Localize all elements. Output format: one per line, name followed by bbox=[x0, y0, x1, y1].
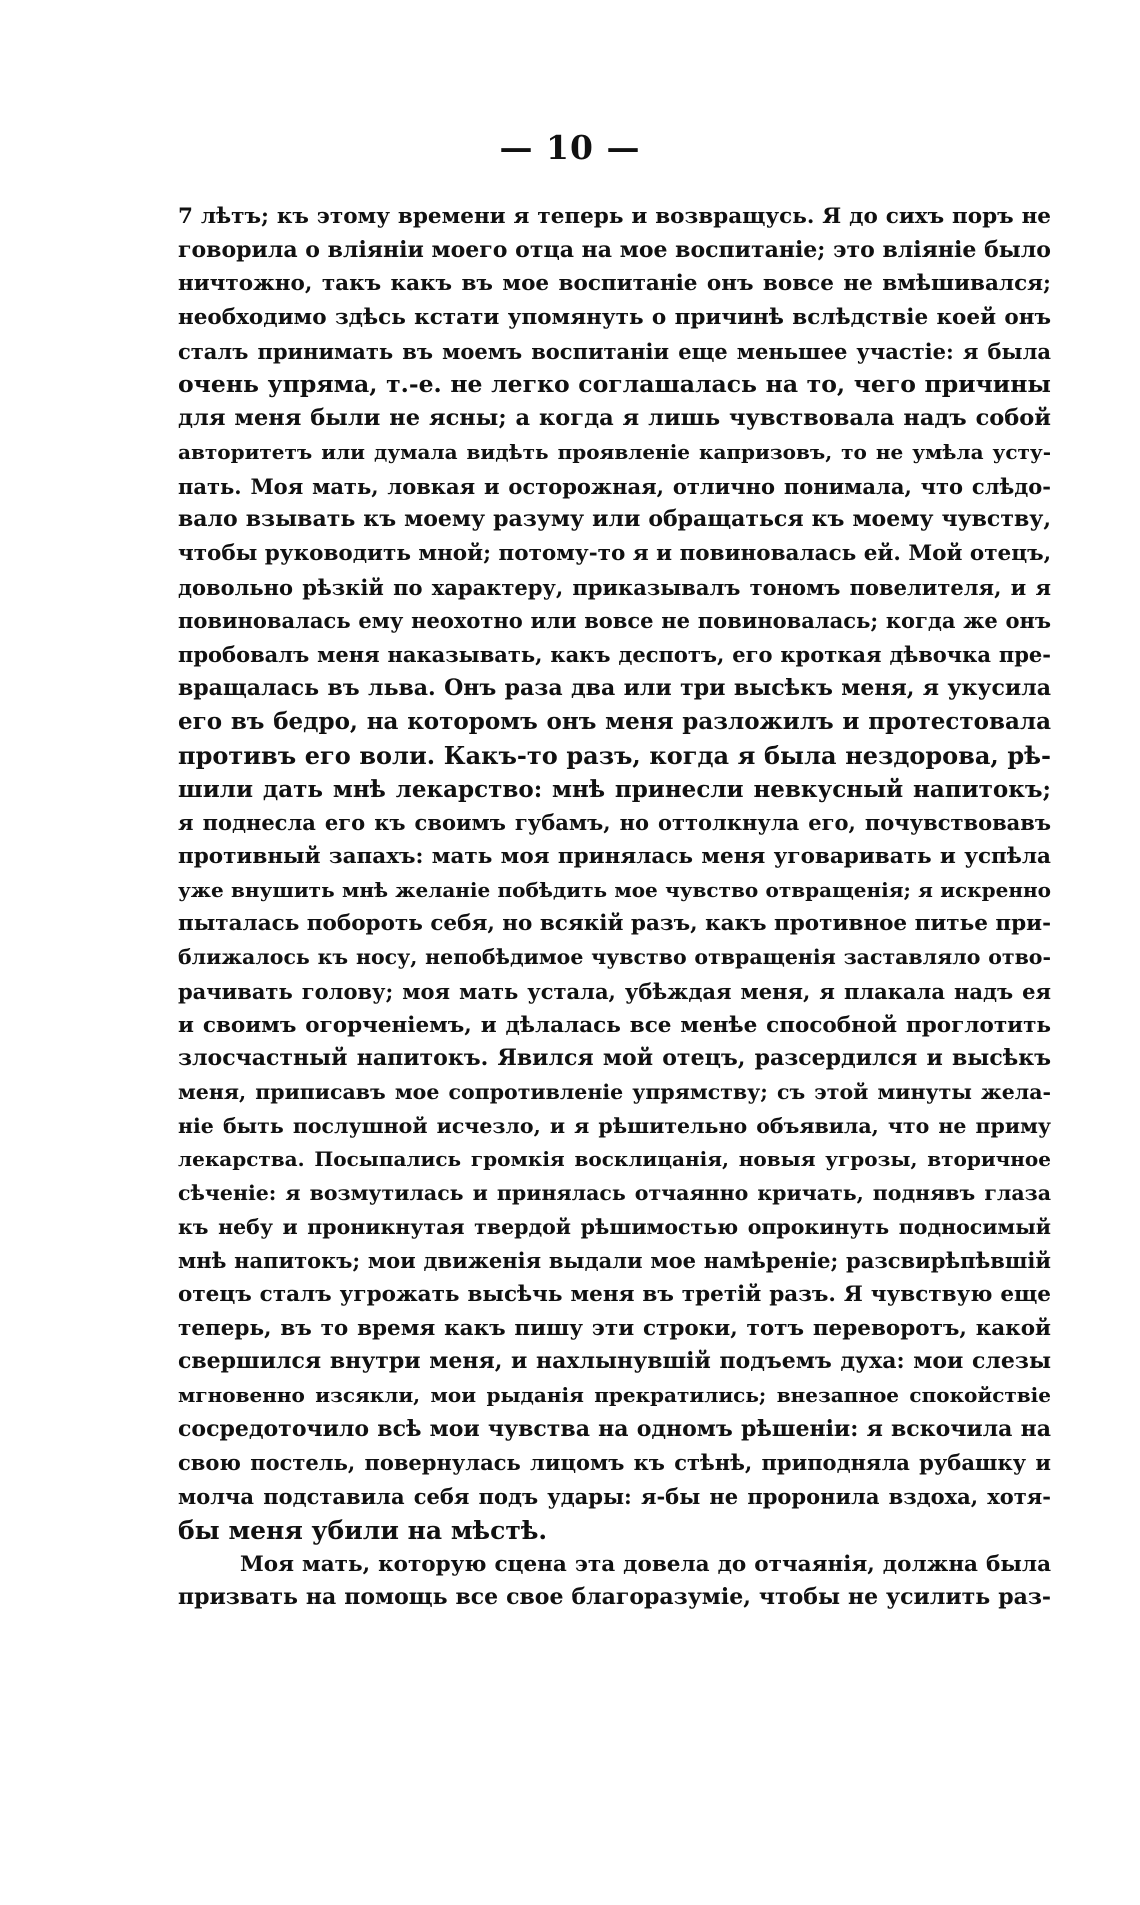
text-line: свершился внутри меня, и нахлынувшій подъемъ духа: мои слезы bbox=[178, 1348, 1051, 1375]
text-line: призвать на помощь все свое благоразуміе, чтобы не усилить раз- bbox=[178, 1584, 1051, 1611]
text-line: чтобы руководить мной; потому-то я и повиновалась ей. Мой отецъ, bbox=[178, 540, 1052, 566]
text-line: противный запахъ: мать моя принялась меня уговаривать и успѣла bbox=[178, 844, 1051, 870]
text-line: шили дать мнѣ лекарство: мнѣ принесли невкусный напитокъ; bbox=[178, 775, 1051, 803]
text-line: къ небу и проникнутая твердой рѣшимостью опрокинуть подносимый bbox=[178, 1214, 1051, 1239]
text-line: 7 лѣтъ; къ этому времени я теперь и возвращусь. Я до сихъ поръ не bbox=[178, 204, 1051, 229]
text-line: молча подставила себя подъ удары: я-бы не проронила вздоха, хотя- bbox=[178, 1484, 1051, 1510]
body-text bbox=[178, 200, 1051, 1615]
text-line: говорила о вліяніи моего отца на мое воспитаніе; это вліяніе было bbox=[178, 236, 1051, 263]
text-line: я поднесла его къ своимъ губамъ, но оттолкнула его, почувствовавъ bbox=[178, 810, 1051, 836]
text-line: сѣченіе: я возмутилась и принялась отчаянно кричать, поднявъ глаза bbox=[178, 1180, 1051, 1205]
text-line: отецъ сталъ угрожать высѣчь меня въ третій разъ. Я чувствую еще bbox=[178, 1282, 1051, 1307]
text-line: мнѣ напитокъ; мои движенія выдали мое намѣреніе; разсвирѣпѣвшій bbox=[178, 1248, 1051, 1274]
text-line: и своимъ огорченіемъ, и дѣлалась все менѣе способной проглотить bbox=[178, 1012, 1051, 1038]
page-number: — 10 — bbox=[499, 128, 641, 167]
text-line: авторитетъ или думала видѣть проявленіе капризовъ, то не умѣла усту- bbox=[178, 439, 1051, 464]
text-line: рачивать голову; моя мать устала, убѣждая меня, я плакала надъ ея bbox=[178, 978, 1051, 1004]
text-line: теперь, въ то время какъ пишу эти строки, тотъ переворотъ, какой bbox=[178, 1315, 1051, 1341]
text-line: противъ его воли. Какъ-то разъ, когда я была нездорова, рѣ- bbox=[178, 741, 1051, 770]
text-line: уже внушить мнѣ желаніе побѣдить мое чувство отвращенія; я искренно bbox=[178, 877, 1051, 902]
text-line: сталъ принимать въ моемъ воспитаніи еще меньшее участіе: я была bbox=[178, 338, 1051, 364]
text-line: повиновалась ему неохотно или вовсе не повиновалась; когда же онъ bbox=[178, 608, 1051, 634]
paragraph-start-line: Моя мать, которую сцена эта довела до отчаянія, должна была bbox=[240, 1551, 1051, 1577]
text-line: довольно рѣзкій по характеру, приказывалъ тономъ повелителя, и я bbox=[178, 574, 1051, 600]
text-line: вало взывать къ моему разуму или обращаться къ моему чувству, bbox=[178, 506, 1051, 533]
text-line: для меня были не ясны; а когда я лишь чувствовала надъ собой bbox=[178, 405, 1051, 432]
paragraph-end-line: бы меня убили на мѣстѣ. bbox=[178, 1515, 548, 1545]
text-line: ничтожно, такъ какъ въ мое воспитаніе онъ вовсе не вмѣшивался; bbox=[178, 271, 1051, 297]
text-line: ніе быть послушной исчезло, и я рѣшительно объявила, что не приму bbox=[178, 1113, 1051, 1138]
text-line: очень упряма, т.-е. не легко соглашалась на то, чего причины bbox=[178, 370, 1051, 399]
text-line: свою постель, повернулась лицомъ къ стѣнѣ, приподняла рубашку и bbox=[178, 1450, 1051, 1476]
text-line: мгновенно изсякли, мои рыданія прекратились; внезапное спокойствіе bbox=[178, 1383, 1051, 1408]
text-line: лекарства. Посыпались громкія восклицанія, новыя угрозы, вторичное bbox=[178, 1147, 1051, 1172]
text-line: пать. Моя мать, ловкая и осторожная, отлично понимала, что слѣдо- bbox=[178, 473, 1051, 499]
text-line: меня, приписавъ мое сопротивленіе упрямству; съ этой минуты жела- bbox=[178, 1079, 1051, 1104]
text-line: пробовалъ меня наказывать, какъ деспотъ, его кроткая дѣвочка пре- bbox=[178, 641, 1051, 667]
text-line: необходимо здѣсь кстати упомянуть о причинѣ вслѣдствіе коей онъ bbox=[178, 305, 1051, 331]
text-line: его въ бедро, на которомъ онъ меня разложилъ и протестовала bbox=[178, 708, 1051, 736]
text-line: пыталась побороть себя, но всякій разъ, какъ противное питье при- bbox=[178, 911, 1051, 937]
text-line: ближалось къ носу, непобѣдимое чувство отвращенія заставляло отво- bbox=[178, 945, 1051, 970]
text-line: злосчастный напитокъ. Явился мой отецъ, разсердился и высѣкъ bbox=[178, 1045, 1051, 1072]
text-line: вращалась въ льва. Онъ раза два или три высѣкъ меня, я укусила bbox=[178, 674, 1051, 701]
text-line: сосредоточило всѣ мои чувства на одномъ рѣшеніи: я вскочила на bbox=[178, 1415, 1051, 1442]
